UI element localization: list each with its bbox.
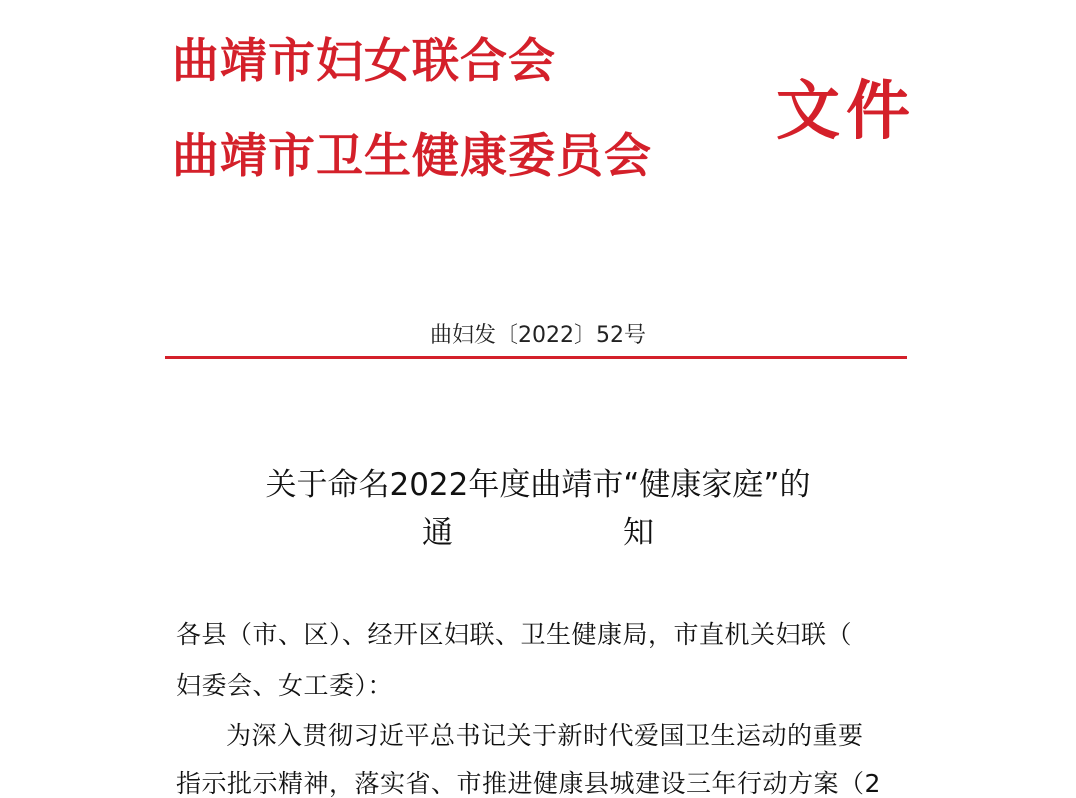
body-text-line: 为深入贯彻习近平总书记关于新时代爱国卫生运动的重要 (226, 721, 864, 750)
notice-title-line-1: 关于命名2022年度曲靖市“健康家庭”的 (265, 467, 811, 503)
body-text-line: 指示批示精神，落实省、市推进健康县城建设三年行动方案（2 (176, 769, 881, 798)
notice-title-line-2 (0, 515, 1076, 551)
notice-title-word-1: 通 (422, 515, 453, 551)
document-type-label: 文件 (776, 75, 916, 149)
body-text-line: 各县（市、区）、经开区妇联、卫生健康局，市直机关妇联（ (176, 620, 853, 649)
issuer-name-women-federation: 曲靖市妇女联合会 (172, 34, 556, 89)
issuer-name-health-commission: 曲靖市卫生健康委员会 (172, 129, 652, 184)
body-text-line: 妇委会、女工委）： (176, 671, 394, 700)
document-number: 曲妇发〔2022〕52号 (430, 323, 646, 348)
red-divider-line (165, 356, 907, 359)
notice-title-word-2: 知 (623, 515, 654, 551)
